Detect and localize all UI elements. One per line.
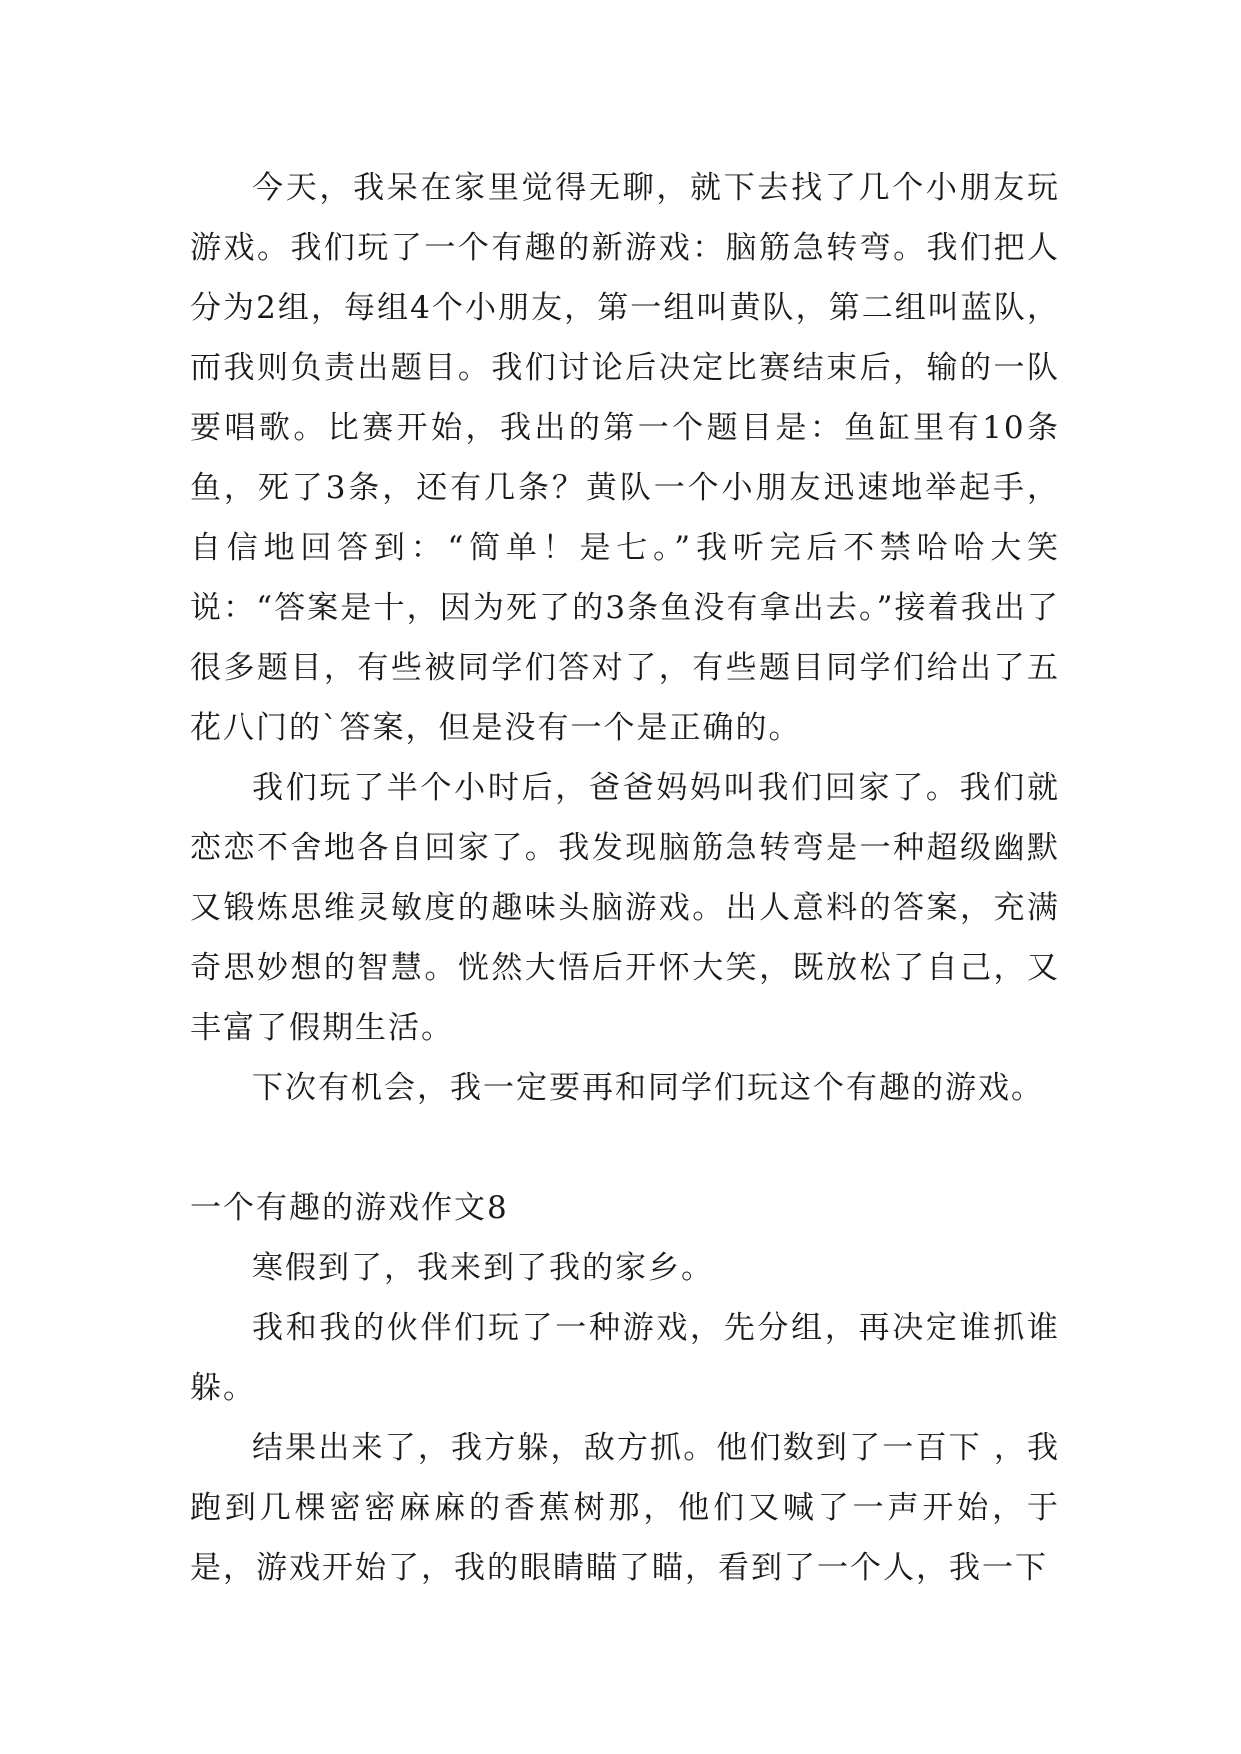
document-body xyxy=(190,158,1060,1598)
paragraph-winter-vacation: 寒假到了，我来到了我的家乡。 xyxy=(252,1250,714,1286)
paragraph-brain-teaser-game: 今天，我呆在家里觉得无聊，就下去找了几个小朋友玩游戏。我们玩了一个有趣的新游戏：脑筋急转弯。我们把人分为2组，每组4个小朋友，第一组叫黄队，第二组叫蓝队，而我则负责出题目。我们讨论后决定比赛结束后，输的一队要唱歌。比赛开始，我出的第一个题目是：鱼缸里有10条鱼，死了3条，还有几条？黄队一个小朋友迅速地举起手，自信地回答到：“简单！是七。”我听完后不禁哈哈大笑说：“答案是十，因为死了的3条鱼没有拿出去。”接着我出了很多题目，有些被同学们答对了，有些题目同学们给出了五花八门的`答案，但是没有一个是正确的。 xyxy=(190,170,1060,746)
paragraph-going-home: 我们玩了半个小时后，爸爸妈妈叫我们回家了。我们就恋恋不舍地各自回家了。我发现脑筋急转弯是一种超级幽默又锻炼思维灵敏度的趣味头脑游戏。出人意料的答案，充满奇思妙想的智慧。恍然大悟后开怀大笑，既放松了自己，又丰富了假期生活。 xyxy=(190,770,1060,1046)
essay-heading: 一个有趣的游戏作文8 xyxy=(190,1190,509,1226)
paragraph-hide-and-seek-rules: 我和我的伙伴们玩了一种游戏，先分组，再决定谁抓谁躲。 xyxy=(190,1310,1060,1406)
paragraph-game-start: 结果出来了，我方躲，敌方抓。他们数到了一百下 ，我跑到几棵密密麻麻的香蕉树那，他们又喊了一声开始，于是，游戏开始了，我的眼睛瞄了瞄，看到了一个人，我一下 xyxy=(190,1430,1060,1586)
paragraph-next-time: 下次有机会，我一定要再和同学们玩这个有趣的游戏。 xyxy=(252,1070,1044,1106)
